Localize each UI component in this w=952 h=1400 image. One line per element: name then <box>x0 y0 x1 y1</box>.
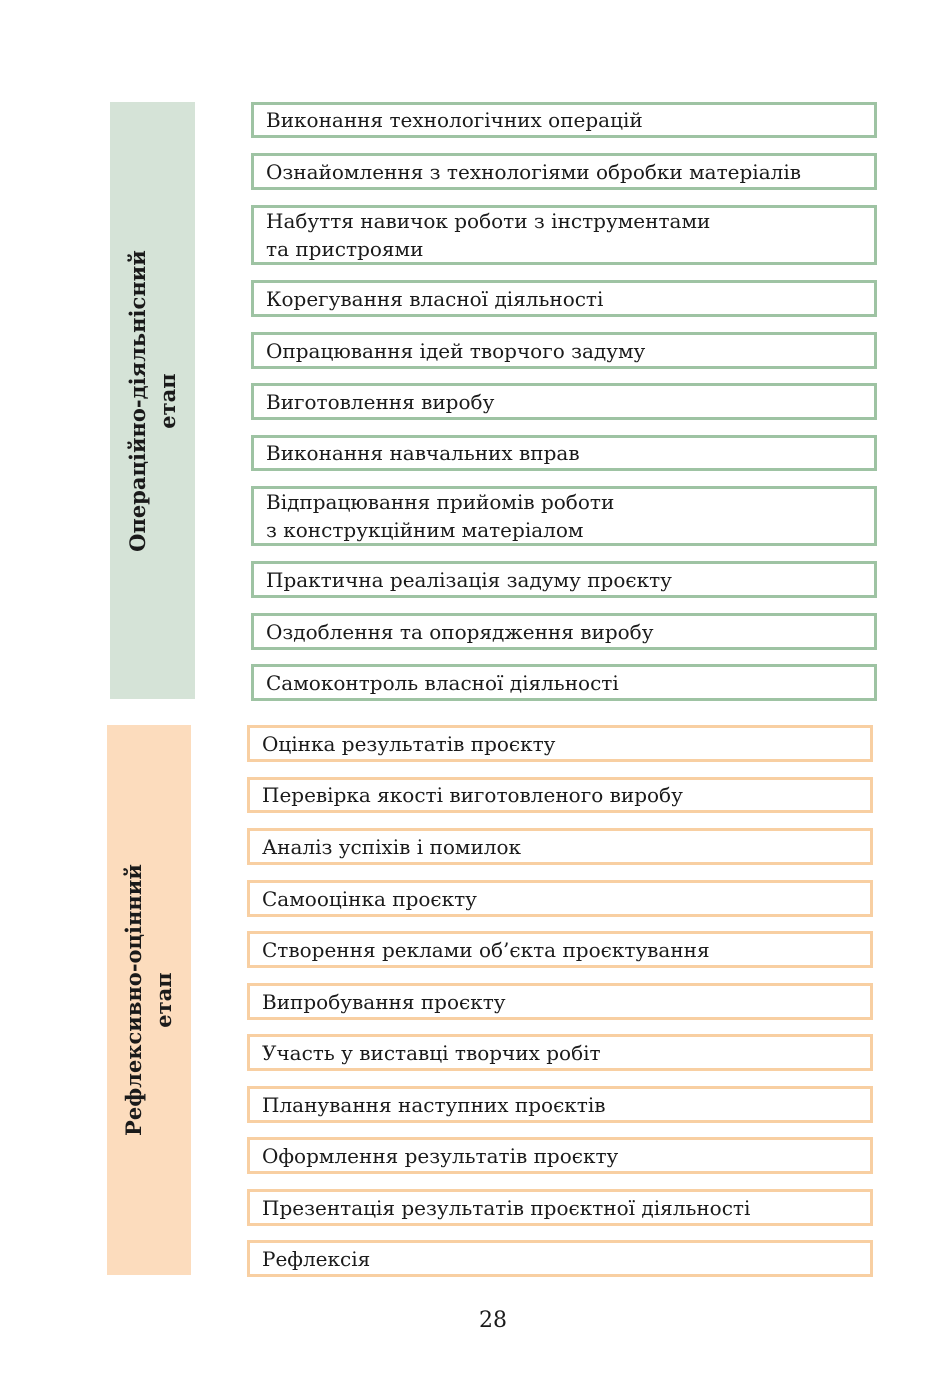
stage-item: Створення реклами об’єкта проєктування <box>247 931 873 968</box>
stage-item: Набуття навичок роботи з інструментами та пристроями <box>251 205 877 265</box>
stage-item: Ознайомлення з технологіями обробки матеріалів <box>251 153 877 190</box>
stage-item: Виготовлення виробу <box>251 383 877 420</box>
stage-label-line1: Операційно-діяльнісний <box>124 249 150 552</box>
stage-item: Презентація результатів проєктної діяльності <box>247 1189 873 1226</box>
stage-label-line2: етап <box>151 972 176 1028</box>
stage-item: Виконання навчальних вправ <box>251 435 877 471</box>
stage-item: Планування наступних проєктів <box>247 1086 873 1123</box>
page-number: 28 <box>479 1308 507 1333</box>
stage-item: Самооцінка проєкту <box>247 880 873 917</box>
stage-item: Рефлексія <box>247 1240 873 1277</box>
stage-item: Оформлення результатів проєкту <box>247 1137 873 1174</box>
stage-item: Участь у виставці творчих робіт <box>247 1034 873 1071</box>
stage-item: Самоконтроль власної діяльності <box>251 664 877 701</box>
stage-item: Опрацювання ідей творчого задуму <box>251 332 877 369</box>
stage-item: Оцінка результатів проєкту <box>247 725 873 762</box>
reflexive-stage-label <box>107 725 191 1275</box>
operational-stage-label <box>110 102 195 699</box>
stage-label-line2: етап <box>154 372 180 429</box>
stage-item: Аналіз успіхів і помилок <box>247 828 873 865</box>
stage-label-line1: Рефлексивно-оцінний <box>121 864 146 1136</box>
stage-item: Корегування власної діяльності <box>251 280 877 317</box>
stage-item: Оздоблення та опорядження виробу <box>251 613 877 650</box>
stage-item: Практична реалізація задуму проєкту <box>251 561 877 598</box>
stage-item: Випробування проєкту <box>247 983 873 1020</box>
stage-item: Відпрацювання прийомів роботи з конструкційним матеріалом <box>251 486 877 546</box>
stage-item: Перевірка якості виготовленого виробу <box>247 777 873 813</box>
stage-item: Виконання технологічних операцій <box>251 102 877 138</box>
